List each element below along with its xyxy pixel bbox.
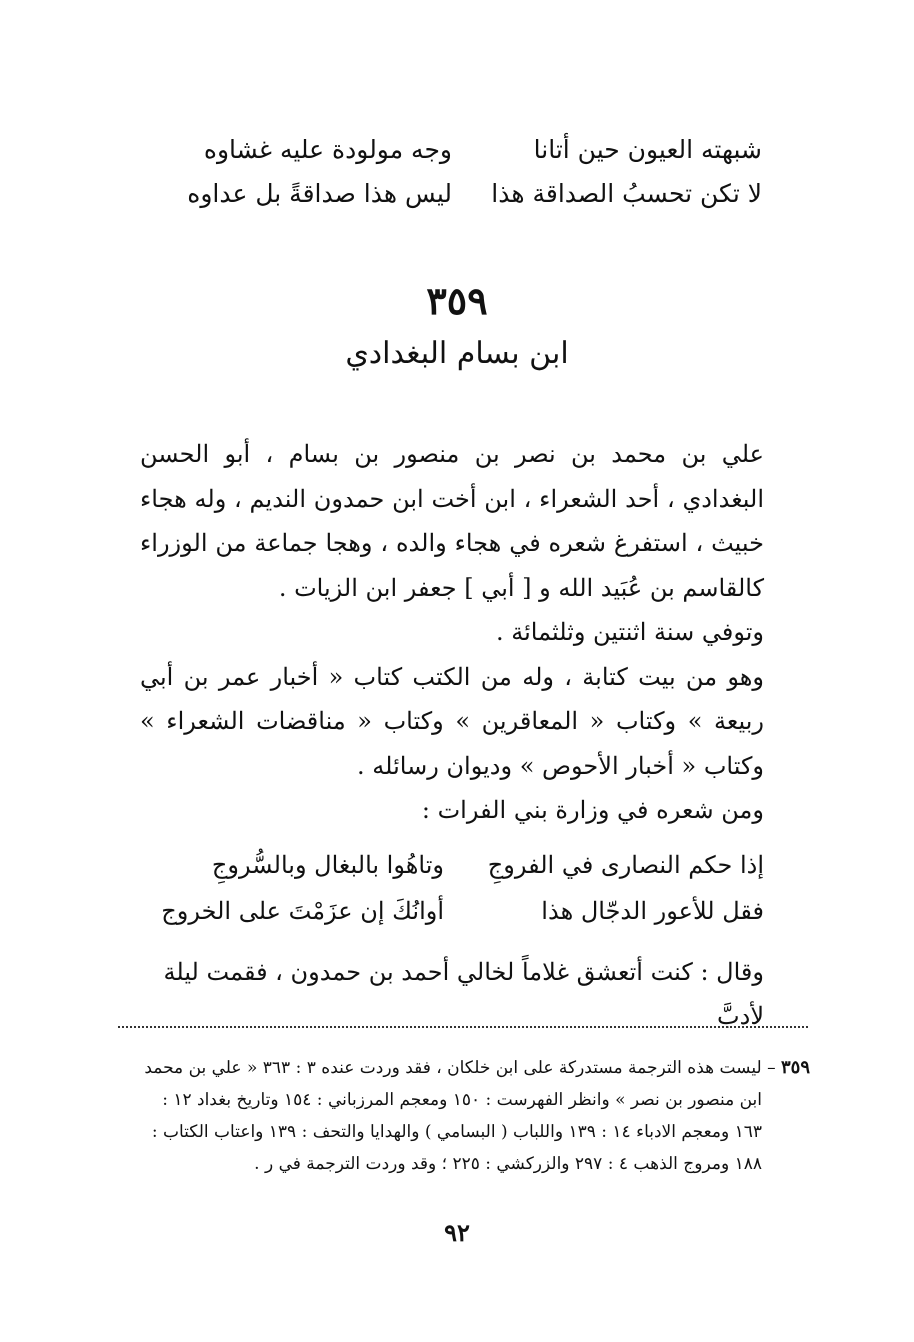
body-paragraph: وهو من بيت كتابة ، وله من الكتب كتاب « أخبار عمر بن أبي ربيعة » وكتاب « المعاقرين » وكتاب « مناقضات الشعراء » وكتاب « أخبار الأحوص » وديوان رسائله .: [140, 662, 764, 780]
footnote-text: – ليست هذه الترجمة مستدركة على ابن خلكان ، فقد وردت عنده ٣ : ٣٦٣ « علي بن محمد: [144, 1058, 776, 1078]
footnote-line: ابن منصور بن نصر » وانظر الفهرست : ١٥٠ ومعجم المرزباني : ١٥٤ وتاريخ بغداد ١٢ :: [162, 1090, 762, 1110]
poem-hemistich: فقل للأعور الدجّال هذا: [541, 897, 764, 925]
poem-line-1: [140, 842, 764, 888]
opening-verse: [172, 128, 762, 216]
body-paragraph: ومن شعره في وزارة بني الفرات :: [421, 796, 764, 824]
body-paragraph: علي بن محمد بن نصر بن منصور بن بسام ، أبو الحسن البغدادي ، أحد الشعراء ، ابن أخت ابن حمدون النديم ، وله هجاء خبيث ، استفرغ شعره في هجاء والده ، وهجا جماعة من الوزراء كالقاسم بن عُبَيد الله و [ أبي ] جعفر ابن الزيات .: [140, 440, 765, 602]
footnote-line: ١٦٣ ومعجم الادباء ١٤ : ١٣٩ واللباب ( البسامي ) والهدايا والتحف : ١٣٩ واعتاب الكتاب :: [151, 1122, 762, 1142]
poem-hemistich: وتاهُوا بالبغال وبالسُّروجِ: [211, 851, 444, 879]
body-paragraph: وقال : كنت أتعشق غلاماً لخالي أحمد بن حمدون ، فقمت ليلة لأدبَّ: [163, 958, 764, 1030]
page-number: ٩٢: [444, 1218, 470, 1247]
footnote-line: ١٨٨ ومروج الذهب ٤ : ٢٩٧ والزركشي : ٢٢٥ ؛ وقد وردت الترجمة في ر .: [254, 1154, 762, 1174]
poem-hemistich: إذا حكم النصارى في الفروجِ: [487, 851, 764, 879]
verse-hemistich: شبهته العيون حين أتانا: [533, 135, 762, 164]
verse-line-1: [172, 128, 762, 172]
footnote-divider: [118, 1026, 808, 1028]
entry-body: [140, 432, 764, 833]
entry-title: ابن بسام البغدادي: [345, 336, 569, 371]
poem-hemistich: أوانُكَ إن عزَمْتَ على الخروج: [161, 897, 444, 925]
footnote-line: [110, 1052, 810, 1084]
footnote-number: ٣٥٩: [780, 1057, 810, 1078]
verse-hemistich: ليس هذا صداقةً بل عداوه: [187, 179, 452, 208]
body-paragraph: وتوفي سنة اثنتين وثلثمائة .: [495, 618, 764, 646]
poem: [140, 842, 764, 934]
verse-line-2: [172, 172, 762, 216]
entry-number: ٣٥٩: [426, 278, 488, 323]
verse-hemistich: وجه مولودة عليه غشاوه: [203, 135, 452, 164]
poem-line-2: [140, 888, 764, 934]
verse-hemistich: لا تكن تحسبُ الصداقة هذا: [491, 179, 762, 208]
footnote: [110, 1052, 810, 1180]
